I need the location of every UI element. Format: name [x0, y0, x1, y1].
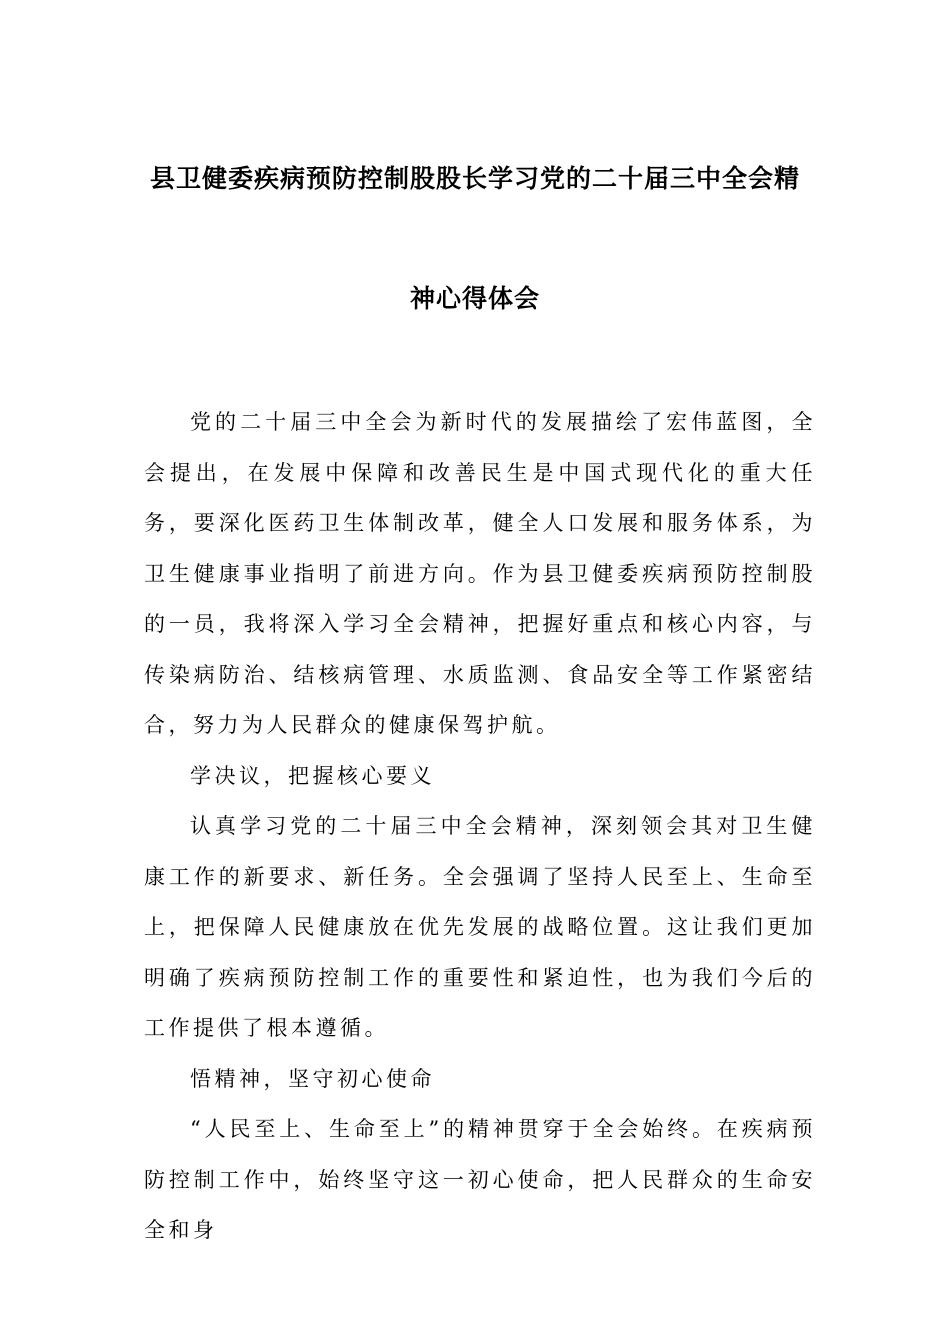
section-heading: 学决议，把握核心要义: [190, 763, 435, 788]
body-paragraph: 认真学习党的二十届三中全会精神，深刻领会其对卫生健康工作的新要求、新任务。全会强调了坚持人民至上、生命至上，把保障人民健康放在优先发展的战略位置。这让我们更加明确了疾病预防控制工作的重要性和紧迫性，也为我们今后的工作提供了根本遵循。: [144, 814, 816, 1040]
section-heading: 悟精神，坚守初心使命: [190, 1066, 435, 1091]
document-title-line-1: 县卫健委疾病预防控制股股长学习党的二十届三中全会精: [149, 164, 800, 193]
body-paragraph: “人民至上、生命至上”的精神贯穿于全会始终。在疾病预防控制工作中，始终坚守这一初心使命，把人民群众的生命安全和身: [144, 1117, 816, 1242]
document-title-line-2: 神心得体会: [409, 284, 540, 313]
document-body: [144, 397, 816, 1256]
body-paragraph: 党的二十届三中全会为新时代的发展描绘了宏伟蓝图，全会提出，在发展中保障和改善民生是中国式现代化的重大任务，要深化医药卫生体制改革，健全人口发展和服务体系，为卫生健康事业指明了前进方向。作为县卫健委疾病预防控制股的一员，我将深入学习全会精神，把握好重点和核心内容，与传染病防治、结核病管理、水质监测、食品安全等工作紧密结合，努力为人民群众的健康保驾护航。: [144, 410, 816, 737]
